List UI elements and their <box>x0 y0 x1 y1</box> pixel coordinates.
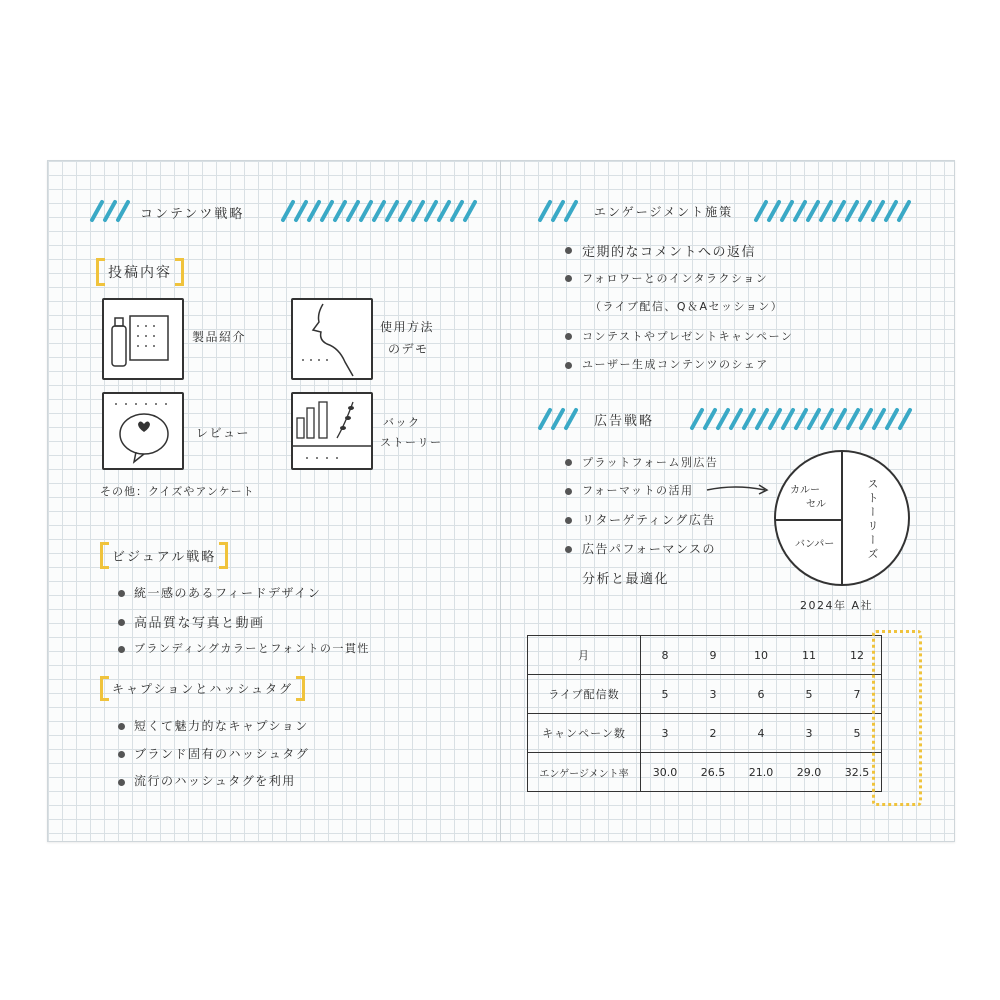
table-cell: 3 <box>785 714 833 753</box>
table-cell: 12 <box>833 636 882 675</box>
pie-label-carousel-1: カルー <box>790 485 820 496</box>
table-row <box>528 753 882 792</box>
bullet-dot <box>118 646 125 653</box>
table-row <box>528 714 882 753</box>
engagement-sub-line: （ライブ配信、Q＆Aセッション） <box>590 300 784 313</box>
table-cell: 32.5 <box>833 753 882 792</box>
bullet-dot <box>118 779 125 786</box>
story-sketch <box>291 392 373 470</box>
bullet-dot <box>565 247 572 254</box>
table-cell: 3 <box>641 714 690 753</box>
bullet-dot <box>565 333 572 340</box>
ad-bullet-4-line2: 分析と最適化 <box>582 572 670 587</box>
ad-bullet-4: 広告パフォーマンスの <box>582 542 717 556</box>
table-cell: 10 <box>737 636 785 675</box>
engagement-bullet-4: ユーザー生成コンテンツのシェア <box>582 358 769 371</box>
table-cell: 5 <box>641 675 690 714</box>
product-sketch <box>102 298 184 380</box>
bullet-dot <box>565 362 572 369</box>
visual-strategy-title: ビジュアル戦略 <box>112 546 216 565</box>
ad-bullet-2: フォーマットの活用 <box>582 484 694 497</box>
item-story-label-2: ストーリー <box>380 436 443 449</box>
item-review-label: レビュー <box>196 426 251 440</box>
demo-sketch <box>291 298 373 380</box>
table-cell: 9 <box>689 636 737 675</box>
engagement-bullet-2: フォロワーとのインタラクション <box>582 272 769 285</box>
table-row <box>528 675 882 714</box>
bullet-dot <box>118 619 125 626</box>
bullet-dot <box>118 723 125 730</box>
row-header: ライブ配信数 <box>528 675 641 714</box>
row-header: キャンペーン数 <box>528 714 641 753</box>
speech-bubble-icon <box>104 394 182 468</box>
table-cell: 5 <box>833 714 882 753</box>
bullet-dot <box>118 751 125 758</box>
bullet-dot <box>565 546 572 553</box>
bullet-dot <box>565 517 572 524</box>
table-cell: 5 <box>785 675 833 714</box>
pie-label-carousel-2: セル <box>806 499 826 510</box>
caption-hashtag-title: キャプションとハッシュタグ <box>112 682 294 696</box>
item-demo-label-1: 使用方法 <box>380 320 435 334</box>
item-product-label: 製品紹介 <box>192 330 247 344</box>
stats-table <box>527 635 882 792</box>
table-cell: 11 <box>785 636 833 675</box>
engagement-title: エンゲージメント施策 <box>594 205 734 219</box>
table-cell: 2 <box>689 714 737 753</box>
bullet-dot <box>565 275 572 282</box>
arrow-icon <box>705 480 771 500</box>
table-cell: 26.5 <box>689 753 737 792</box>
other-note: その他：クイズやアンケート <box>100 485 255 498</box>
item-demo-label-2: のデモ <box>388 342 429 356</box>
engagement-bullet-1: 定期的なコメントへの返信 <box>582 245 757 260</box>
table-cell: 3 <box>689 675 737 714</box>
face-profile-icon <box>293 300 371 378</box>
row-header: 月 <box>528 636 641 675</box>
table-cell: 8 <box>641 636 690 675</box>
ad-strategy-title: 広告戦略 <box>594 414 655 429</box>
pie-label-bumper: バンパー <box>795 539 835 550</box>
caption-bullet-3: 流行のハッシュタグを利用 <box>134 774 296 788</box>
item-story-label-1: バック <box>383 416 421 429</box>
row-header: エンゲージメント率 <box>528 753 641 792</box>
table-cell: 4 <box>737 714 785 753</box>
table-cell: 21.0 <box>737 753 785 792</box>
highlight-column <box>872 630 922 806</box>
ad-bullet-1: プラットフォーム別広告 <box>582 456 719 469</box>
review-sketch <box>102 392 184 470</box>
pie-chart <box>772 448 912 588</box>
table-cell: 6 <box>737 675 785 714</box>
bottle-icon <box>104 300 182 378</box>
posts-title: 投稿内容 <box>108 262 172 282</box>
visual-bullet-3: ブランディングカラーとフォントの一貫性 <box>134 642 370 655</box>
caption-bullet-2: ブランド固有のハッシュタグ <box>134 747 310 761</box>
table-cell: 29.0 <box>785 753 833 792</box>
table-row <box>528 636 882 675</box>
visual-bullet-1: 統一感のあるフィードデザイン <box>134 586 322 600</box>
shelf-plant-icon <box>293 394 371 468</box>
table-cell: 7 <box>833 675 882 714</box>
ad-bullet-3: リターゲティング広告 <box>582 513 716 527</box>
engagement-bullet-3: コンテストやプレゼントキャンペーン <box>582 330 794 343</box>
table-cell: 30.0 <box>641 753 690 792</box>
content-strategy-title: コンテンツ戦略 <box>140 207 245 222</box>
pie-label-stories: ストーリーズ <box>866 478 879 562</box>
bullet-dot <box>565 488 572 495</box>
bullet-dot <box>565 459 572 466</box>
caption-bullet-1: 短くて魅力的なキャプション <box>134 719 309 733</box>
pie-caption: 2024年 A社 <box>800 599 874 612</box>
visual-bullet-2: 高品質な写真と動画 <box>134 616 265 631</box>
notebook-spine <box>500 160 501 842</box>
bullet-dot <box>118 590 125 597</box>
